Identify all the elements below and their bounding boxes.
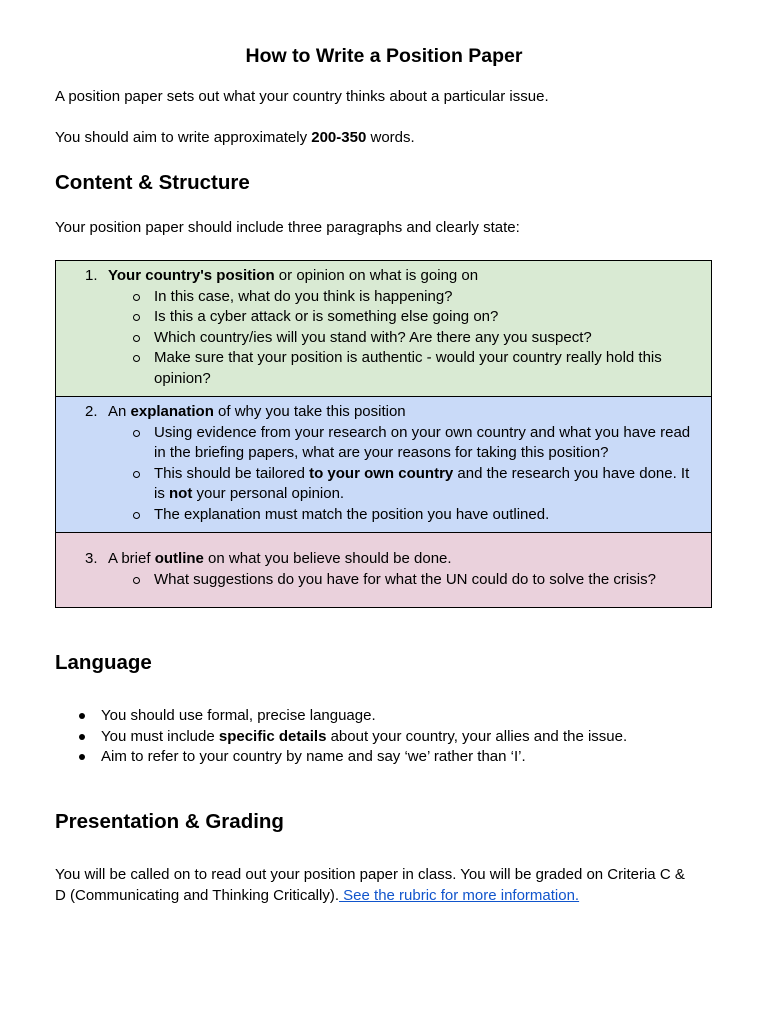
list-item <box>55 706 715 727</box>
list-item-text: Aim to refer to your country by name and say ‘we’ rather than ‘I’. <box>101 748 526 765</box>
item-text: or opinion on what is going on <box>274 267 479 284</box>
rubric-link[interactable]: See the rubric for more information. <box>339 886 580 904</box>
sub-item <box>56 328 705 349</box>
sub-item <box>56 287 705 308</box>
intro-paragraph: A position paper sets out what your country thinks about a particular issue. <box>55 88 549 105</box>
sub-item-bold: not <box>169 485 193 502</box>
sub-item <box>56 307 705 328</box>
item-text: of why you take this position <box>213 403 406 420</box>
item-number: 2. <box>85 403 98 420</box>
sub-item <box>56 570 705 591</box>
item-number: 3. <box>85 550 98 567</box>
document-title: How to Write a Position Paper <box>245 45 523 67</box>
list-item-post: about your country, your allies and the issue. <box>326 727 628 745</box>
sub-item-post: your personal opinion. <box>192 485 345 502</box>
bullet-icon <box>79 713 85 719</box>
outline-box <box>55 532 712 608</box>
list-item-bold: specific details <box>218 727 327 745</box>
item-number: 1. <box>85 267 98 284</box>
item-pre: A brief <box>108 550 155 567</box>
hollow-bullet-icon <box>133 471 140 478</box>
hollow-bullet-icon <box>133 335 140 342</box>
hollow-bullet-icon <box>133 577 140 584</box>
list-item-text: You should use formal, precise language. <box>101 707 376 724</box>
list-item-pre: You must include <box>101 727 219 745</box>
hollow-bullet-icon <box>133 430 140 437</box>
sub-item <box>56 423 705 464</box>
language-heading: Language <box>55 651 152 674</box>
word-count-range: 200-350 <box>311 129 367 146</box>
sub-item-text: In this case, what do you think is happening? <box>154 287 453 305</box>
bullet-icon <box>79 734 85 740</box>
sub-item-text: Using evidence from your research on your own country and what you have read in the briefing papers, what are your reasons for taking this position? <box>154 423 691 461</box>
list-item <box>56 266 705 287</box>
word-count-paragraph <box>55 128 715 149</box>
list-item <box>55 727 715 748</box>
language-list <box>55 706 715 768</box>
sub-item-text: What suggestions do you have for what the UN could do to solve the crisis? <box>154 570 656 588</box>
word-count-post: words. <box>366 129 415 146</box>
item-bold: outline <box>154 550 204 567</box>
sub-item <box>56 348 705 389</box>
list-item <box>56 402 705 423</box>
hollow-bullet-icon <box>133 512 140 519</box>
hollow-bullet-icon <box>133 314 140 321</box>
presentation-paragraph <box>55 865 695 906</box>
sub-item-text: Is this a cyber attack or is something else going on? <box>154 308 499 325</box>
item-bold: Your country's position <box>108 267 275 284</box>
word-count-pre: You should aim to write approximately <box>55 129 312 146</box>
sub-item-text: The explanation must match the position you have outlined. <box>154 505 550 523</box>
sub-item <box>56 505 705 526</box>
sub-item <box>56 464 705 505</box>
hollow-bullet-icon <box>133 355 140 362</box>
sub-item-mid: and the research you have done. It is <box>154 464 690 502</box>
content-lead: Your position paper should include three paragraphs and clearly state: <box>55 219 520 236</box>
sub-item-pre: This should be tailored <box>154 464 310 482</box>
sub-item-bold: to your own country <box>309 464 454 482</box>
item-bold: explanation <box>130 403 214 420</box>
sub-item-text: Make sure that your position is authentic - would your country really hold this opinion? <box>154 349 662 387</box>
presentation-text: You will be called on to read out your position paper in class. You will be graded on Criteria C & D (Communicating and Thinking Critically). <box>55 866 685 904</box>
position-box <box>55 260 712 397</box>
explanation-box <box>55 396 712 533</box>
item-pre: An <box>108 403 131 420</box>
hollow-bullet-icon <box>133 294 140 301</box>
list-item <box>56 549 705 570</box>
content-structure-heading: Content & Structure <box>55 171 250 194</box>
presentation-heading: Presentation & Grading <box>55 810 284 833</box>
bullet-icon <box>79 754 85 760</box>
item-text: on what you believe should be done. <box>203 550 452 567</box>
sub-item-text: Which country/ies will you stand with? Are there any you suspect? <box>154 328 592 346</box>
list-item <box>55 747 715 768</box>
